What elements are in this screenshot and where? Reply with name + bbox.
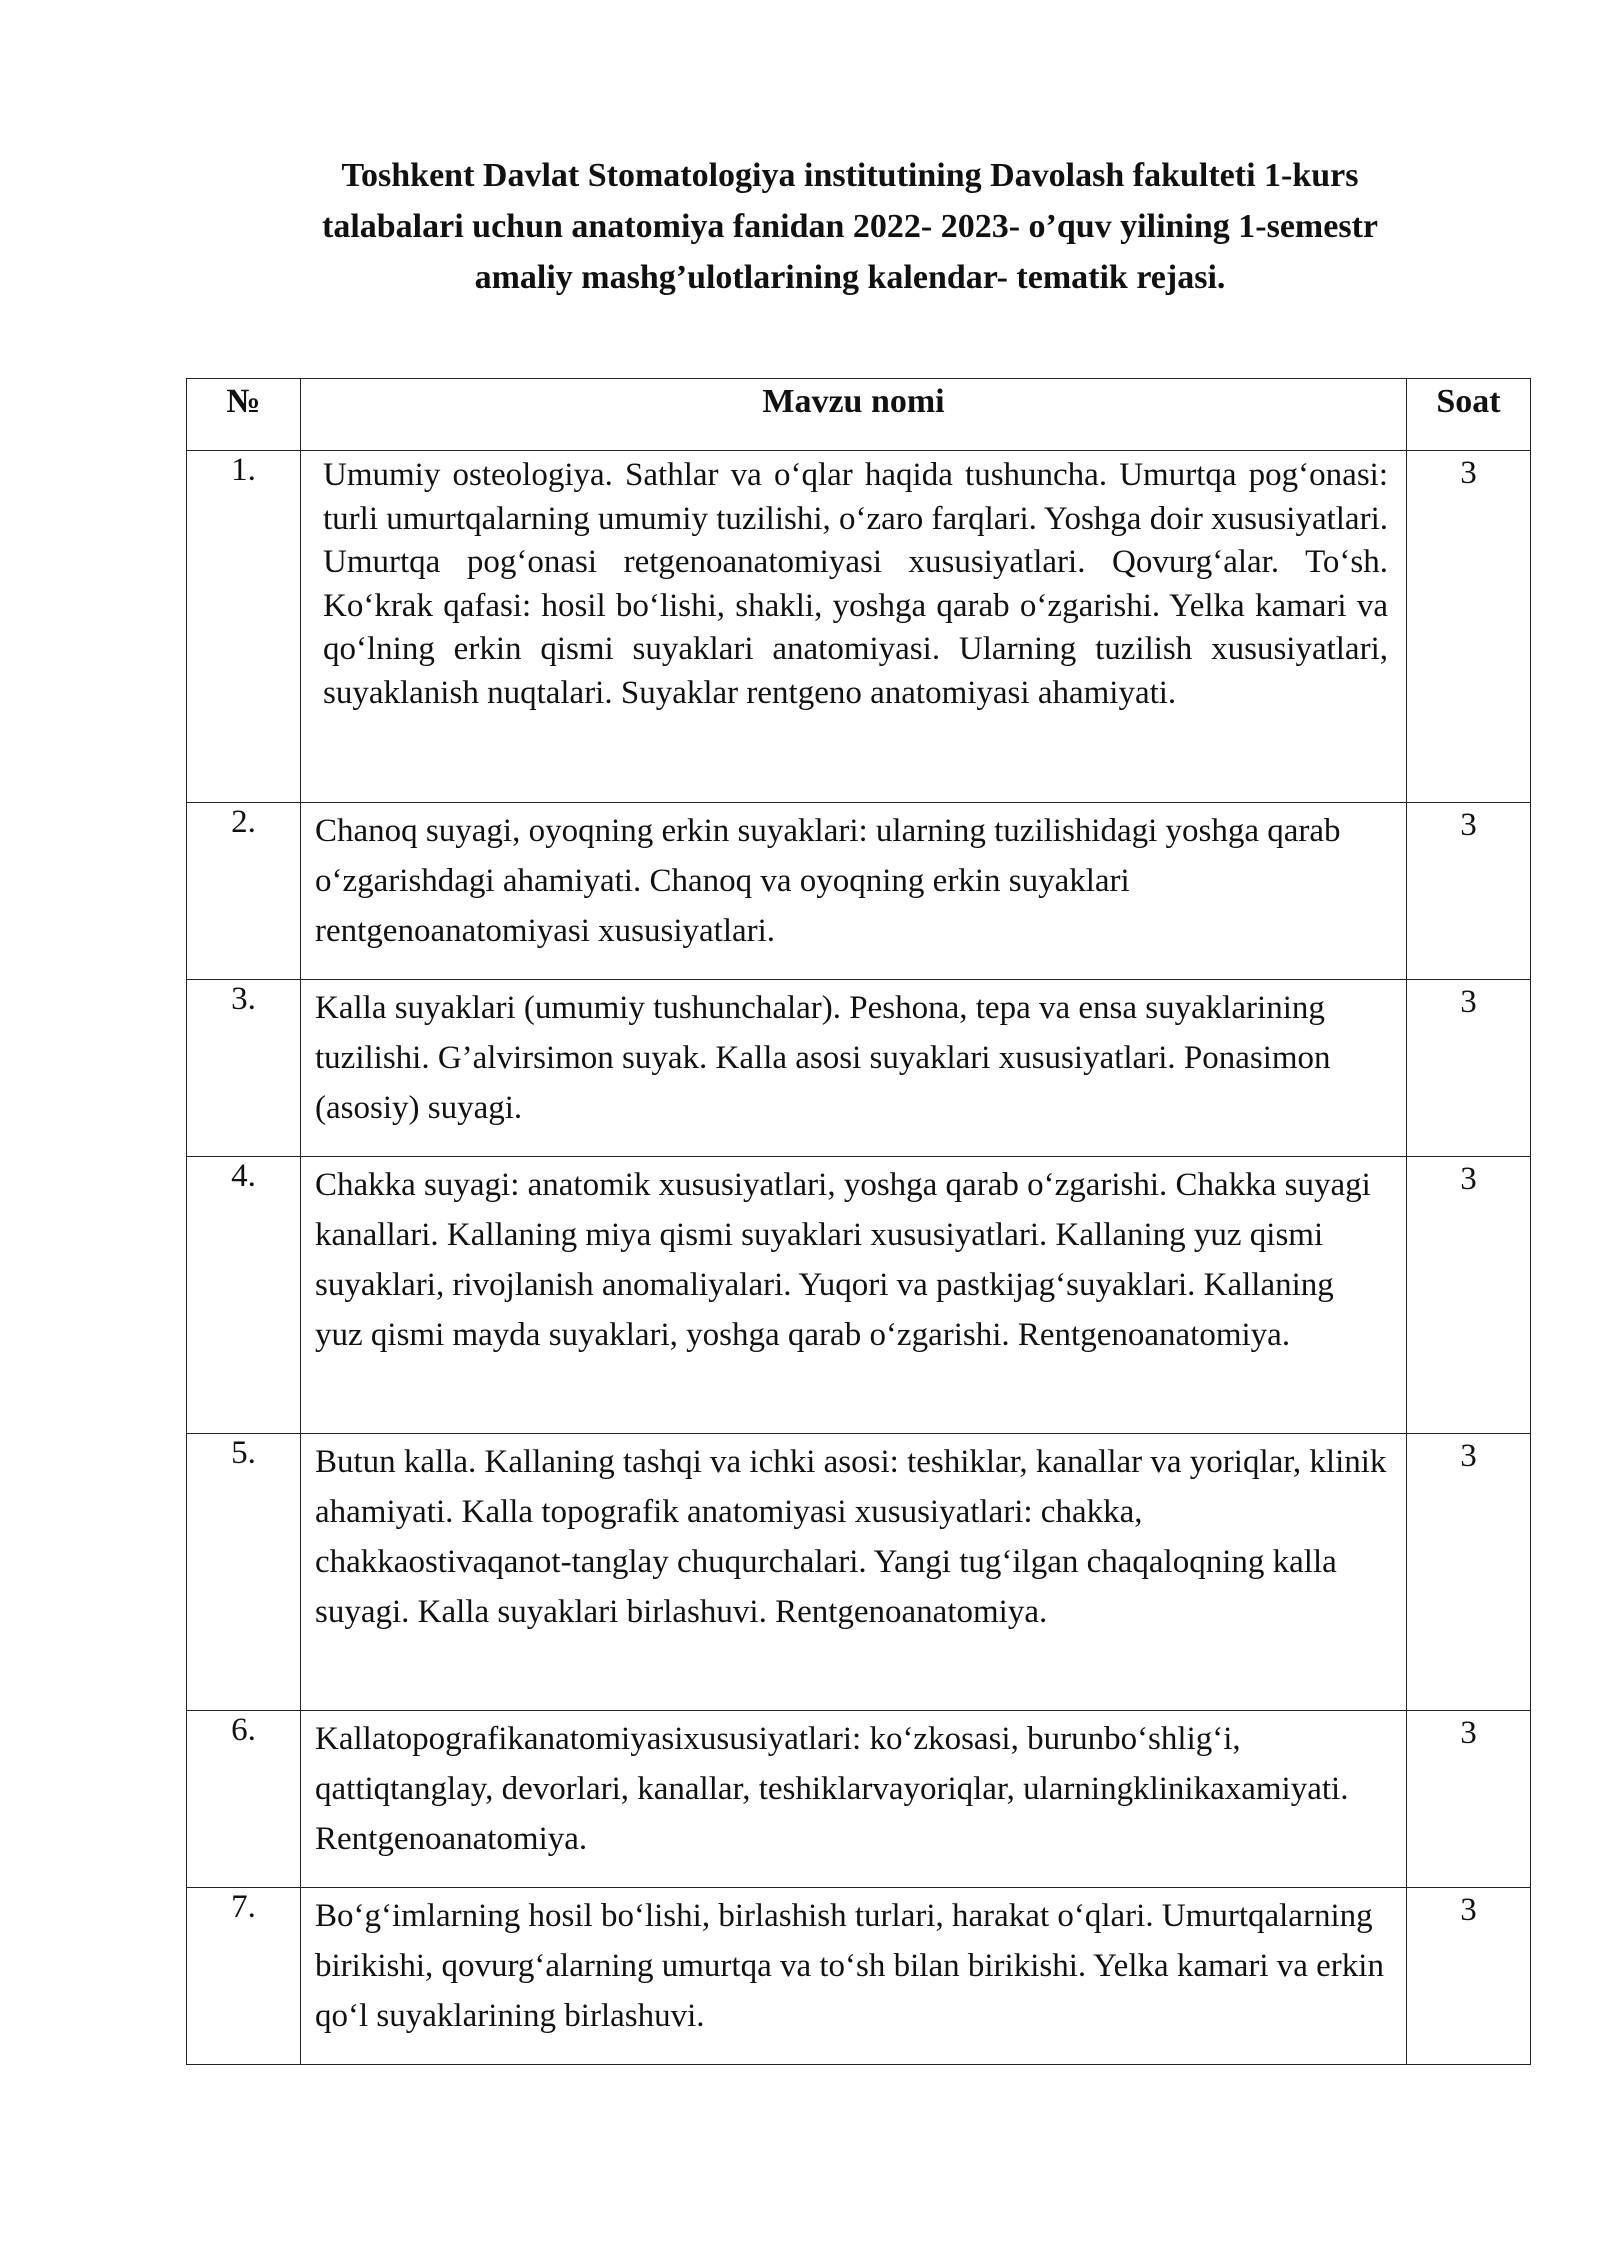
row-topic: Chakka suyagi: anatomik xususiyatlari, yoshga qarab o‘zgarishi. Chakka suyagi kanallari. Kallaning miya qismi suyaklari xususiyatlari. Kallaning yuz qismi suyaklari, rivojlanish anomaliyalari. Yuqori va pastkijag‘suyaklari. Kallaning yuz qismi mayda suyaklari, yoshga qarab o‘zgarishi. Rentgenoanatomiya. (301, 1157, 1407, 1434)
row-number: 5. (187, 1434, 301, 1711)
title-line-3: amaliy mashg’ulotlarining kalendar- tematik rejasi. (474, 259, 1226, 296)
row-number: 6. (187, 1711, 301, 1888)
thematic-plan-table (186, 378, 1531, 2065)
table-row (187, 451, 1531, 803)
row-topic: Umumiy osteologiya. Sathlar va o‘qlar haqida tushuncha. Umurtqa pog‘onasi: turli umurtqalarning umumiy tuzilishi, o‘zaro farqlari. Yoshga doir xususiyatlari. Umurtqa pog‘onasi retgenoanatomiyasi xususiyatlari. Qovurg‘alar. To‘sh. Ko‘krak qafasi: hosil bo‘lishi, shakli, yoshga qarab o‘zgarishi. Yelka kamari va qo‘lning erkin qismi suyaklari anatomiyasi. Ularning tuzilish xususiyatlari, suyaklanish nuqtalari. Suyaklar rentgeno anatomiyasi ahamiyati. (301, 451, 1407, 803)
row-topic: Chanoq suyagi, oyoqning erkin suyaklari: ularning tuzilishidagi yoshga qarab o‘zgarishdagi ahamiyati. Chanoq va oyoqning erkin suyaklari rentgenoanatomiyasi xususiyatlari. (301, 803, 1407, 980)
row-topic: Butun kalla. Kallaning tashqi va ichki asosi: teshiklar, kanallar va yoriqlar, klinik ahamiyati. Kalla topografik anatomiyasi xususiyatlari: chakka, chakkaostivaqanot-tanglay chuqurchalari. Yangi tug‘ilgan chaqaloqning kalla suyagi. Kalla suyaklari birlashuvi. Rentgenoanatomiya. (301, 1434, 1407, 1711)
row-hours: 3 (1407, 803, 1531, 980)
row-topic: Kallatopografikanatomiyasixususiyatlari: ko‘zkosasi, burunbo‘shlig‘i, qattiqtanglay, devorlari, kanallar, teshiklarvayoriqlar, ularningklinikaxamiyati. Rentgenoanatomiya. (301, 1711, 1407, 1888)
table-row (187, 1157, 1531, 1434)
row-hours: 3 (1407, 980, 1531, 1157)
row-number: 2. (187, 803, 301, 980)
table-row (187, 1888, 1531, 2065)
table-row (187, 1434, 1531, 1711)
row-hours: 3 (1407, 451, 1531, 803)
row-number: 1. (187, 451, 301, 803)
table-header-row (187, 379, 1531, 451)
row-topic: Kalla suyaklari (umumiy tushunchalar). Peshona, tepa va ensa suyaklarining tuzilishi. G’alvirsimon suyak. Kalla asosi suyaklari xususiyatlari. Ponasimon (asosiy) suyagi. (301, 980, 1407, 1157)
row-number: 4. (187, 1157, 301, 1434)
row-number: 7. (187, 1888, 301, 2065)
title-line-2: talabalari uchun anatomiya fanidan 2022- 2023- o’quv yilining 1-semestr (322, 208, 1378, 245)
document-title (230, 150, 1470, 303)
row-topic: Bo‘g‘imlarning hosil bo‘lishi, birlashish turlari, harakat o‘qlari. Umurtqalarning birikishi, qovurg‘alarning umurtqa va to‘sh bilan birikishi. Yelka kamari va erkin qo‘l suyaklarining birlashuvi. (301, 1888, 1407, 2065)
header-hours: Soat (1407, 379, 1531, 451)
row-hours: 3 (1407, 1888, 1531, 2065)
table-row (187, 1711, 1531, 1888)
row-number: 3. (187, 980, 301, 1157)
row-hours: 3 (1407, 1157, 1531, 1434)
table-row (187, 980, 1531, 1157)
table-row (187, 803, 1531, 980)
title-line-1: Toshkent Davlat Stomatologiya institutining Davolash fakulteti 1-kurs (341, 157, 1359, 194)
row-hours: 3 (1407, 1711, 1531, 1888)
header-number: № (187, 379, 301, 451)
row-hours: 3 (1407, 1434, 1531, 1711)
header-topic: Mavzu nomi (301, 379, 1407, 451)
